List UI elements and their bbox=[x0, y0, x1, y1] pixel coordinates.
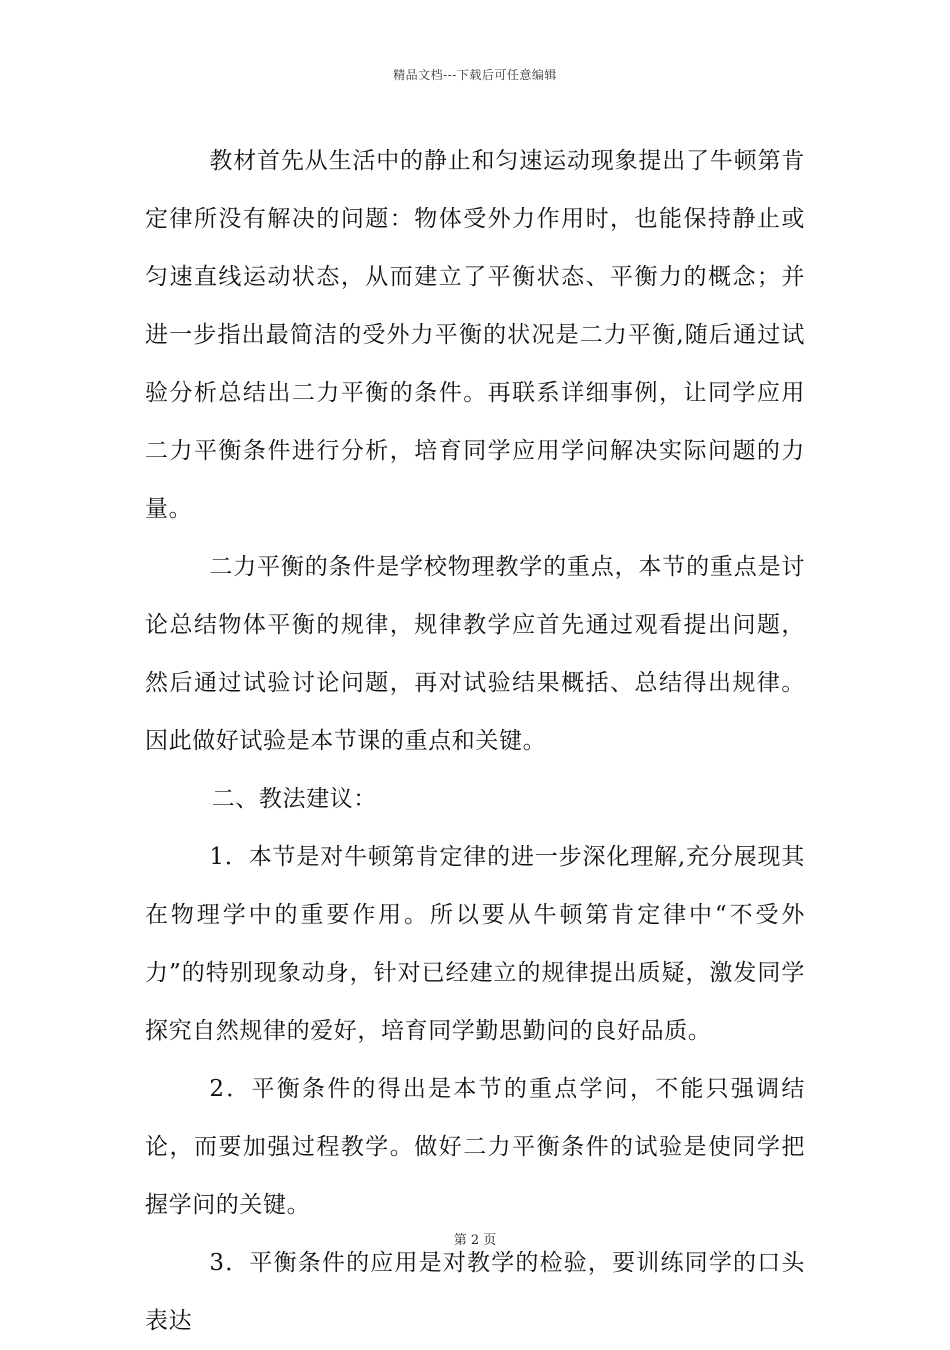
list-item-suggestion-1: 1．本节是对牛顿第肯定律的进一步深化理解,充分展现其在物理学中的重要作用。所以要从牛顿第肯定律中“不受外力”的特别现象动身，针对已经建立的规律提出质疑，激发同学探究自然规律的爱好，培育同学勤思勤问的良好品质。 bbox=[145, 844, 805, 1044]
list-item-suggestion-3: 3．平衡条件的应用是对教学的检验，要训练同学的口头表达 bbox=[145, 1250, 805, 1334]
section-heading-teaching-suggestions: 二、教法建议： bbox=[211, 786, 377, 812]
paragraph-key-points: 二力平衡的条件是学校物理教学的重点，本节的重点是讨论总结物体平衡的规律，规律教学应首先通过观看提出问题，然后通过试验讨论问题，再对试验结果概括、总结得出规律。因此做好试验是本节课的重点和关键。 bbox=[145, 554, 805, 754]
list-item-suggestion-2: 2．平衡条件的得出是本节的重点学问，不能只强调结论，而要加强过程教学。做好二力平衡条件的试验是使同学把握学问的关键。 bbox=[145, 1076, 805, 1218]
page-number: 第 2 页 bbox=[453, 1233, 497, 1248]
document-body bbox=[145, 132, 805, 1350]
paragraph-textbook-analysis: 教材首先从生活中的静止和匀速运动现象提出了牛顿第肯定律所没有解决的问题：物体受外力作用时，也能保持静止或匀速直线运动状态，从而建立了平衡状态、平衡力的概念；并进一步指出最简洁的受外力平衡的状况是二力平衡,随后通过试验分析总结出二力平衡的条件。再联系详细事例，让同学应用二力平衡条件进行分析，培育同学应用学问解决实际问题的力量。 bbox=[145, 148, 805, 522]
page-header: 精品文档---下载后可任意编辑 bbox=[393, 68, 557, 82]
